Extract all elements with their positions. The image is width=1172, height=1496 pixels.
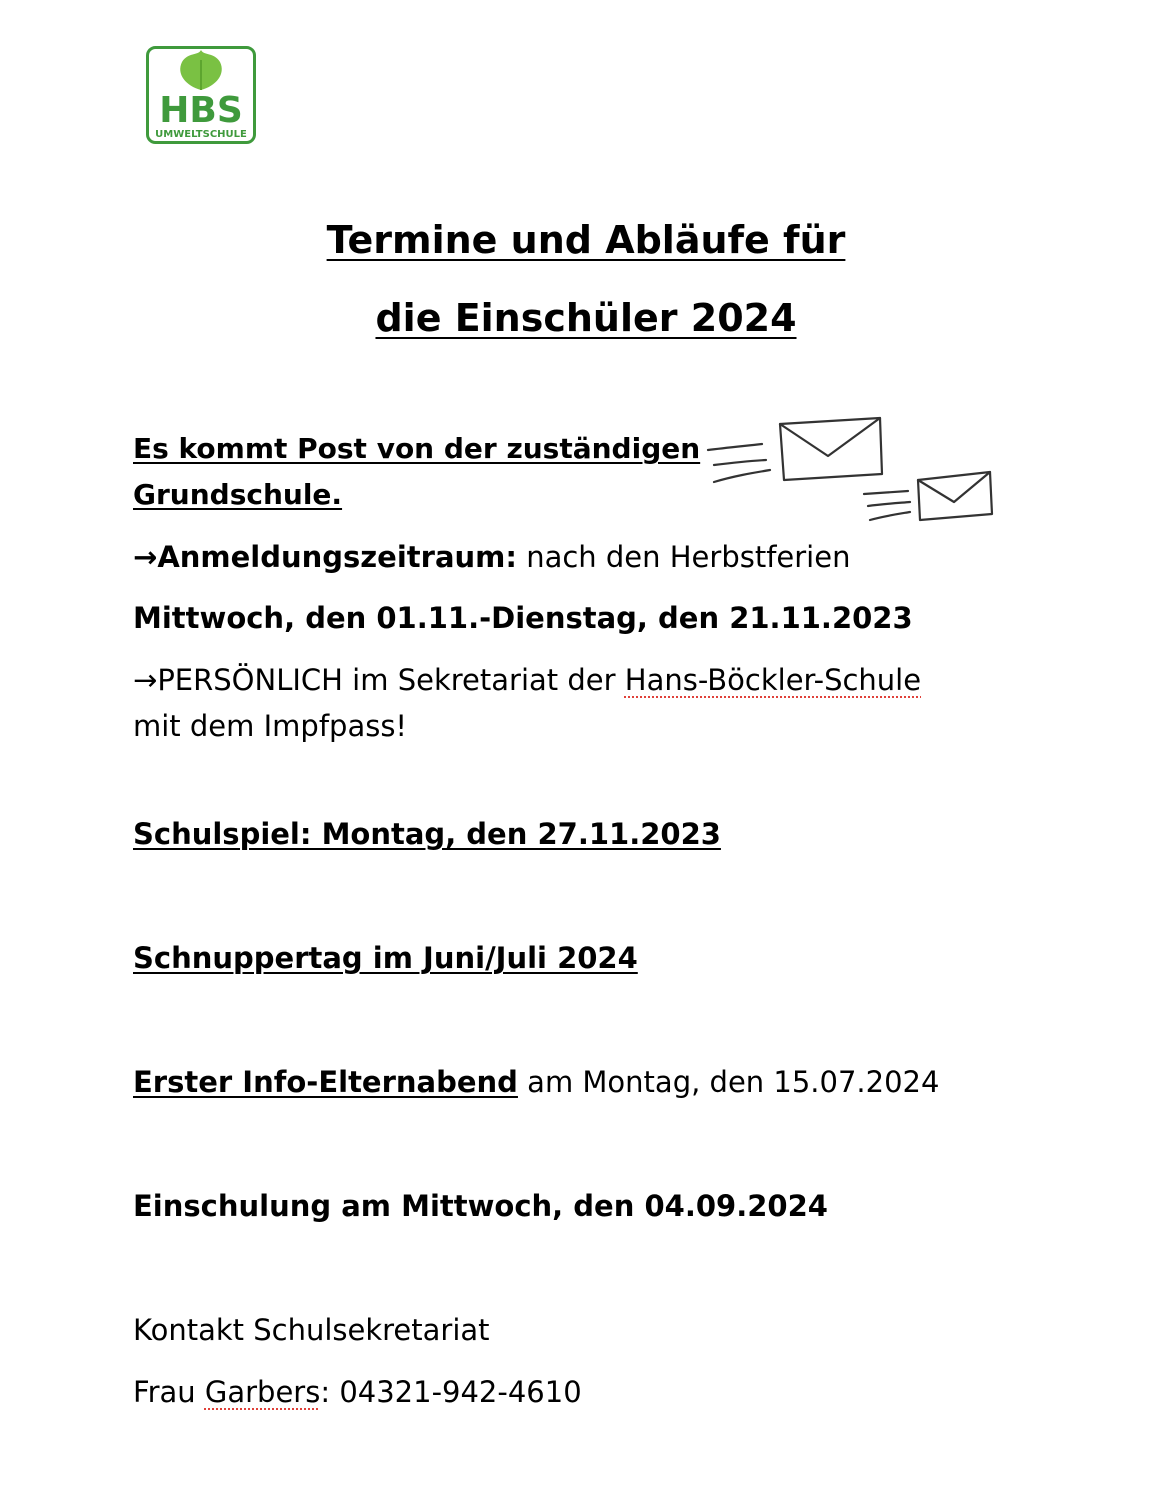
registration-text: nach den Herbstferien: [516, 540, 851, 574]
post-heading-line-2: Grundschule.: [133, 478, 343, 511]
contact-phone: : 04321-942-4610: [320, 1375, 582, 1409]
arrow-icon: →: [133, 663, 158, 697]
school-game-date: Schulspiel: Montag, den 27.11.2023: [133, 817, 721, 851]
contact-name: Garbers: [204, 1375, 321, 1409]
page-title-line-2: [0, 294, 1172, 342]
logo-letters: HBS: [159, 90, 243, 131]
vaccination-pass-line: mit dem Impfpass!: [133, 709, 408, 743]
registration-period-line: [133, 538, 850, 576]
envelope-icon: [704, 410, 1000, 530]
page-title-line-1: [0, 216, 1172, 264]
contact-prefix: Frau: [133, 1375, 205, 1409]
school-logo: [146, 46, 256, 144]
in-person-text: PERSÖNLICH im Sekretariat der: [157, 663, 625, 697]
arrow-icon: →: [133, 540, 158, 574]
enrollment-date: Einschulung am Mittwoch, den 04.09.2024: [133, 1189, 828, 1223]
parents-evening-label: Erster Info-Elternabend: [133, 1065, 518, 1099]
logo-subtitle: UMWELTSCHULE: [155, 129, 247, 140]
trial-day: Schnuppertag im Juni/Juli 2024: [133, 941, 638, 975]
post-heading-line-1: Es kommt Post von der zuständigen: [133, 432, 701, 465]
school-name: Hans-Böckler-Schule: [624, 663, 922, 697]
registration-label: Anmeldungszeitraum:: [157, 540, 517, 574]
title-text-2: die Einschüler 2024: [375, 296, 797, 340]
parents-evening-date: am Montag, den 15.07.2024: [517, 1065, 940, 1099]
parents-evening-line: [133, 1063, 939, 1101]
contact-heading: Kontakt Schulsekretariat: [133, 1313, 490, 1347]
registration-dates: Mittwoch, den 01.11.-Dienstag, den 21.11.2023: [133, 601, 913, 635]
contact-phone-line: [133, 1373, 582, 1411]
in-person-line: [133, 661, 921, 699]
title-text-1: Termine und Abläufe für: [326, 218, 846, 262]
